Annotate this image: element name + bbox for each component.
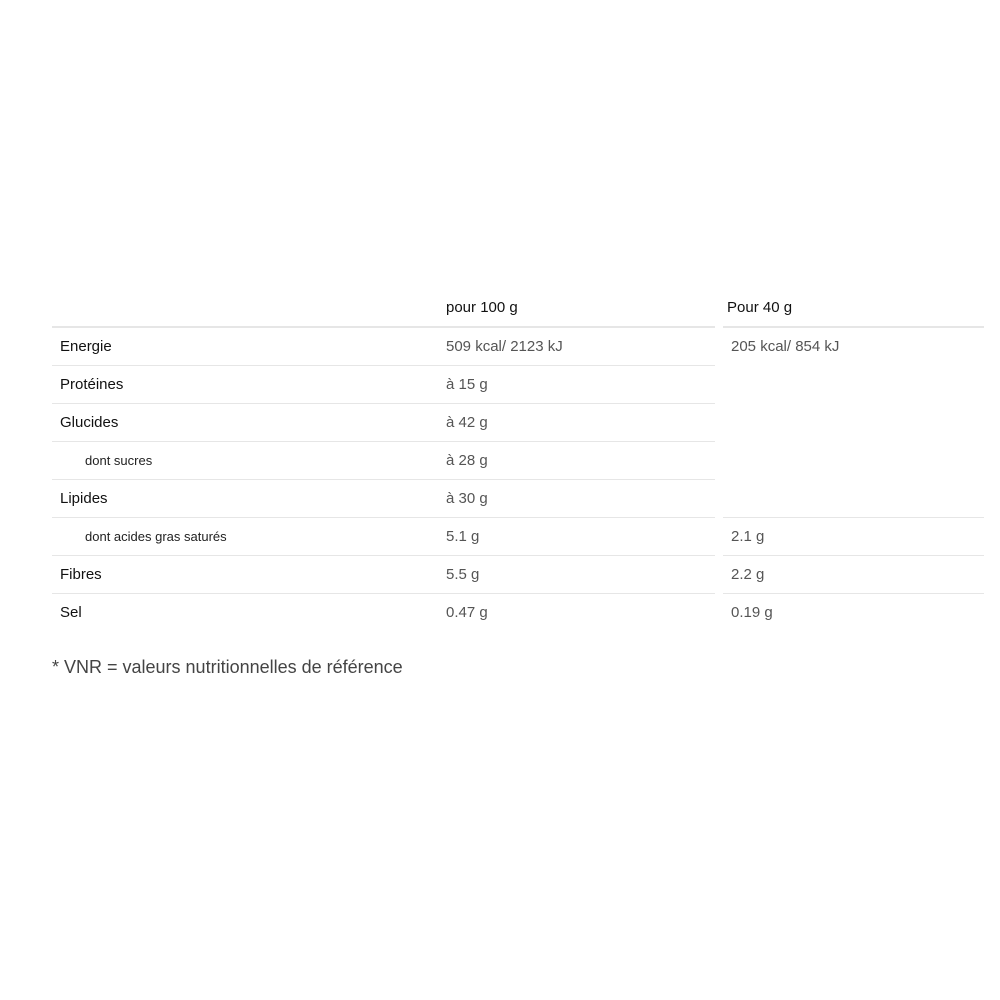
row-value-per-40g: 205 kcal/ 854 kJ [719, 327, 984, 517]
row-label: Fibres [52, 555, 438, 593]
row-label: Sel [60, 603, 82, 621]
row-value-per-100g: à 15 g [438, 365, 719, 403]
nutrition-table [52, 288, 984, 631]
table-row-sel [52, 593, 984, 631]
header-per-100g: pour 100 g [438, 288, 719, 327]
row-label: Lipides [52, 479, 438, 517]
row-label: Glucides [52, 403, 438, 441]
row-value-per-100g: 5.5 g [438, 555, 719, 593]
table-row-fibres [52, 555, 984, 593]
row-value-per-100g: 509 kcal/ 2123 kJ [438, 327, 719, 365]
row-label: Protéines [52, 365, 438, 403]
row-value-per-40g: 2.1 g [719, 517, 984, 555]
row-value-per-100g: à 42 g [438, 403, 719, 441]
footnote: * VNR = valeurs nutritionnelles de référence [52, 657, 403, 677]
row-value-per-100g: 5.1 g [438, 517, 719, 555]
table-header-row [52, 288, 984, 327]
header-per-40g: Pour 40 g [719, 288, 984, 327]
row-value-per-100g: à 30 g [438, 479, 719, 517]
row-label-sub: dont sucres [52, 441, 438, 479]
row-value-per-40g: 0.19 g [731, 603, 773, 621]
row-label: Energie [52, 327, 438, 365]
table-row-acides-gras-satures [52, 517, 984, 555]
row-value-per-100g: 0.47 g [438, 593, 719, 631]
row-label-sub: dont acides gras saturés [52, 517, 438, 555]
row-value-per-100g: à 28 g [438, 441, 719, 479]
row-value-per-40g: 2.2 g [719, 555, 984, 593]
header-label [52, 288, 438, 327]
table-row-energie [52, 327, 984, 365]
